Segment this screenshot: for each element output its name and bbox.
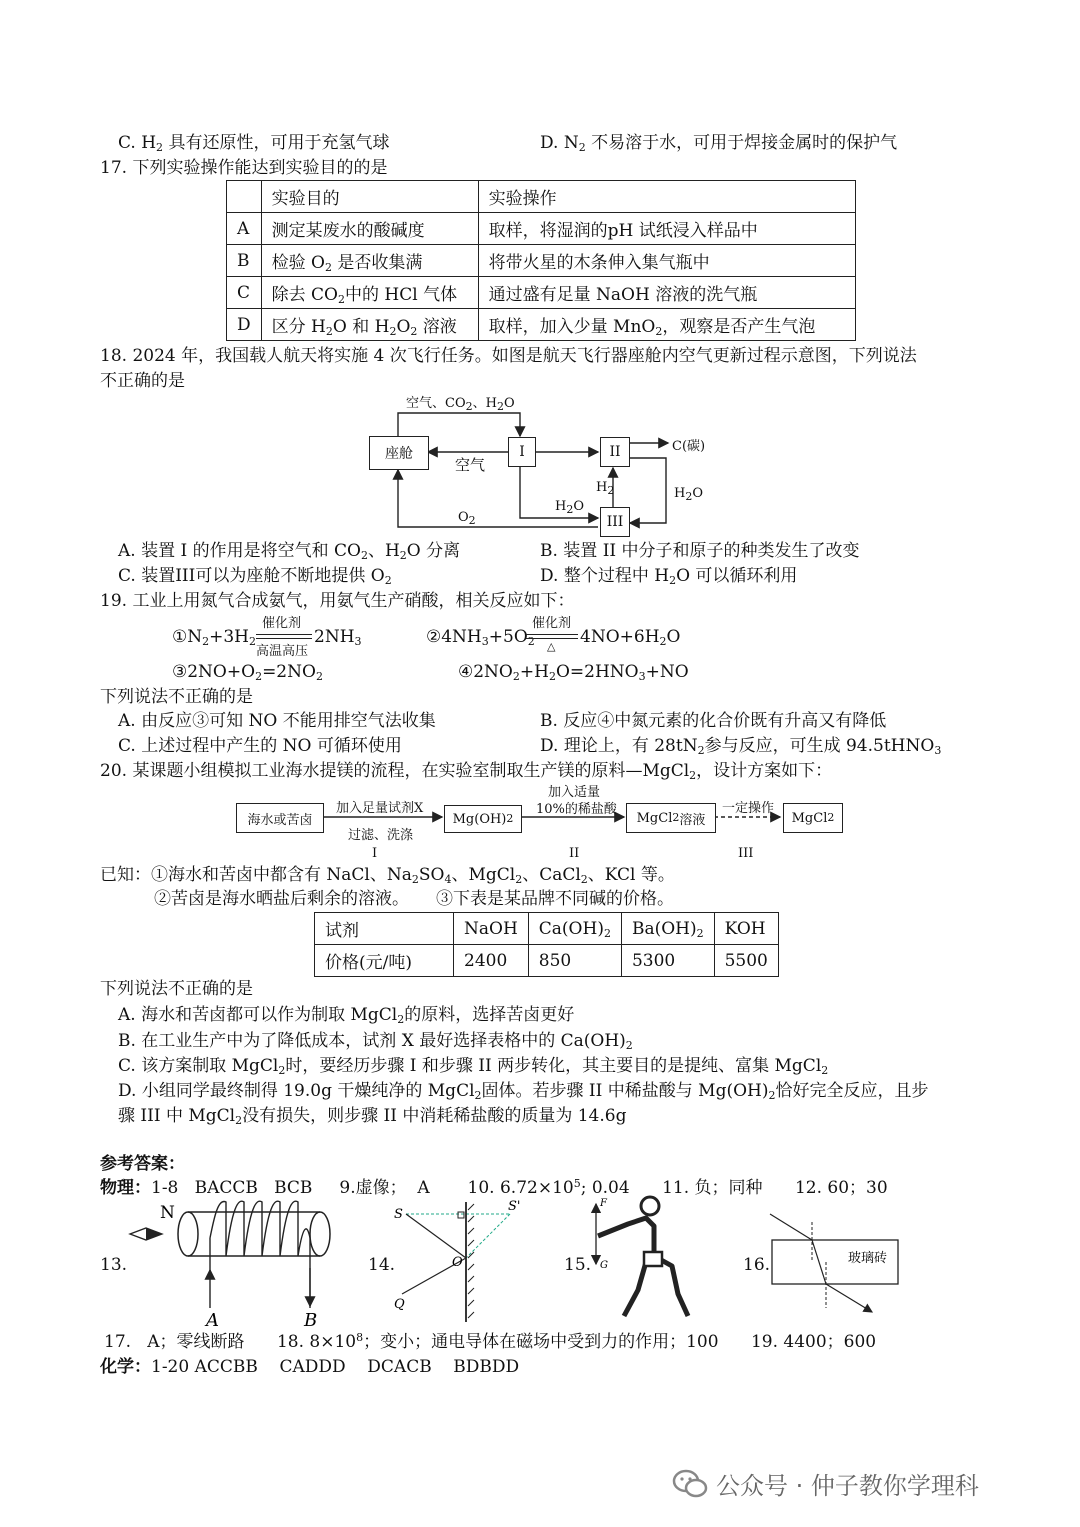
- box-mgcl2: MgCl 2: [783, 803, 843, 833]
- q20-question: 下列说法不正确的是: [100, 979, 253, 999]
- table-row: C 除去 $CO_2$中的 HCl 气体 通过盛有足量 NaOH 溶液的洗气瓶: [227, 277, 856, 309]
- q18-stem-2: 不正确的是: [100, 371, 185, 391]
- q18-option-b: B. 装置 II 中分子和原子的种类发生了改变: [540, 541, 860, 561]
- q18-option-a: A. 装置 I 的作用是将空气和 $CO_2$、$H_2O$ 分离: [118, 541, 461, 562]
- answers-physics-line-2: 17. A；零线断路 18. $8\times 10^8$；变小；通电导体在磁场中受到力的作用；100 19. 4400；600: [104, 1331, 877, 1352]
- answers-physics-line: 物理：1-8 BACCB BCB 9.虚像； A 10. $6.72\times 10^5$; 0.04 11. 负；同种 12. 60；30: [100, 1177, 888, 1198]
- svg-text:S': S': [508, 1199, 521, 1214]
- fig15-person-force: [588, 1194, 698, 1324]
- q20-option-a: A. 海水和苦卤都可以作为制取 MgCl$_2$的原料，选择苦卤更好: [118, 1005, 575, 1026]
- label-o2: $O_2$: [458, 510, 476, 527]
- svg-text:G: G: [600, 1260, 608, 1271]
- reaction-4: $④2NO_2+H_2O=2HNO_3+NO$: [458, 662, 689, 683]
- q16-option-d: D. $N_2$ 不易溶于水，可用于焊接金属时的保护气: [540, 133, 898, 154]
- label-h2o-down: $H_2O$: [555, 499, 585, 516]
- svg-text:B: B: [304, 1310, 318, 1331]
- fig14-mirror-reflection: [392, 1200, 542, 1330]
- header-purpose: 实验目的: [261, 181, 478, 213]
- svg-text:S: S: [394, 1207, 403, 1222]
- device-2-box: II: [600, 437, 630, 467]
- answers-chemistry-line: 化学：1-20 ACCBB CADDD DCACB BDBDD: [100, 1357, 520, 1377]
- q18-option-d: D. 整个过程中 $H_2O$ 可以循环利用: [540, 566, 798, 587]
- price-table: [314, 912, 779, 977]
- cabin-box: 座舱: [369, 436, 429, 470]
- solenoid-right-end: [310, 1212, 330, 1256]
- box-mgoh2: Mg(OH) 2: [444, 805, 522, 833]
- svg-text:O: O: [452, 1255, 463, 1270]
- solenoid-left-end: [178, 1212, 198, 1256]
- q20-option-c: C. 该方案制取 MgCl$_2$时，要经历步骤 I 和步骤 II 两步转化，其主要目的是提纯、富集 MgCl$_2$: [118, 1056, 829, 1077]
- answer-16-number: 16.: [743, 1255, 771, 1275]
- fig13-solenoid: [128, 1198, 378, 1331]
- q16-option-c: C. $H_2$ 具有还原性，可用于充氢气球: [118, 133, 390, 154]
- q19-question: 下列说法不正确的是: [100, 687, 253, 707]
- answer-13-number: 13.: [100, 1255, 128, 1275]
- table-row: 价格(元/吨) 2400 850 5300 5500: [315, 945, 779, 977]
- fig13-n-label: N: [160, 1203, 175, 1223]
- table-row: 试剂 NaOH $Ca(OH)_2$ $Ba(OH)_2$ KOH: [315, 913, 779, 945]
- table-row: B 检验 $O_2$ 是否收集满 将带火星的木条伸入集气瓶中: [227, 245, 856, 277]
- device-3-box: III: [600, 507, 630, 537]
- table-row: A 测定某废水的酸碱度 取样，将湿润的pH 试纸浸入样品中: [227, 213, 856, 245]
- q18-option-c: C. 装置III可以为座舱不断地提供 $O_2$: [118, 566, 392, 587]
- answer-15-number: 15.: [564, 1255, 592, 1275]
- q19-stem: 19. 工业上用氮气合成氨气，用氨气生产硝酸，相关反应如下：: [100, 591, 575, 611]
- box-mgcl2-solution: MgCl 2 溶液: [626, 803, 716, 833]
- reaction-3: $③2NO+O_2=2NO_2$: [172, 662, 323, 683]
- q20-known-2: ②苦卤是海水晒盐后剩余的溶液。 ③下表是某品牌不同碱的价格。: [154, 889, 675, 909]
- label-carbon: C(碳): [672, 439, 706, 454]
- q20-stem: 20. 某课题小组模拟工业海水提镁的流程，在实验室制取生产镁的原料—MgCl$_2$，设计方案如下：: [100, 761, 833, 782]
- answer-14-number: 14.: [368, 1255, 396, 1275]
- q17-stem: 17. 下列实验操作能达到实验目的的是: [100, 158, 388, 178]
- q19-option-d: D. 理论上，有 $28tN_2$参与反应，可生成 94.5tHNO$_3$: [540, 736, 942, 757]
- label-air: 空气: [455, 456, 486, 474]
- label-h2o-loop: $H_2O$: [674, 486, 704, 503]
- watermark-text: 公众号 · 仲子教你学理科: [716, 1472, 979, 1500]
- shorts: [644, 1252, 662, 1266]
- coil-wire: [210, 1201, 310, 1308]
- device-1-box: I: [508, 437, 536, 467]
- q18-stem-1: 18. 2024 年，我国载人航天将实施 4 次飞行任务。如图是航天飞行器座舱内空气更新过程示意图，下列说法: [100, 346, 917, 366]
- label-h2: $H_2$: [596, 480, 615, 497]
- mirror-hatching: [468, 1204, 474, 1318]
- svg-text:A: A: [206, 1310, 219, 1331]
- answers-title: 参考答案：: [100, 1154, 185, 1174]
- fig16-glass-refraction: [768, 1212, 908, 1322]
- q20-option-d-line2: 骤 III 中 MgCl$_2$没有损失，则步骤 II 中消耗稀盐酸的质量为 14.6g: [118, 1106, 627, 1127]
- q19-option-c: C. 上述过程中产生的 NO 可循环使用: [118, 736, 402, 756]
- watermark: [672, 1466, 979, 1501]
- box-seawater: 海水或苦卤: [236, 803, 324, 833]
- q19-option-a: A. 由反应③可知 NO 不能用排空气法收集: [118, 711, 436, 731]
- q19-option-b: B. 反应④中氮元素的化合价既有升高又有降低: [540, 711, 887, 731]
- header-operation: 实验操作: [478, 181, 855, 213]
- head: [641, 1197, 659, 1215]
- svg-text:玻璃砖: 玻璃砖: [848, 1251, 888, 1266]
- q20-option-b: B. 在工业生产中为了降低成本，试剂 X 最好选择表格中的 $Ca(OH)_2$: [118, 1031, 633, 1052]
- svg-text:F: F: [600, 1198, 607, 1209]
- table-row: D 区分 $H_2O$ 和 $H_2O_2$ 溶液 取样，加入少量 MnO$_2$，观察是否产生气泡: [227, 309, 856, 341]
- q20-known-1: 已知：①海水和苦卤中都含有 NaCl、$Na_2SO_4$、MgCl$_2$、CaCl$_2$、KCl 等。: [100, 865, 675, 886]
- compass-needle-fill: [146, 1228, 162, 1240]
- wechat-icon: [672, 1469, 708, 1499]
- svg-text:Q: Q: [394, 1297, 405, 1312]
- q20-option-d-line1: D. 小组同学最终制得 19.0g 干燥纯净的 MgCl$_2$固体。若步骤 II 中稀盐酸与 $Mg(OH)_2$恰好完全反应，且步: [118, 1081, 929, 1102]
- label-air-co2-h2o: 空气、$CO_2$、$H_2O$: [406, 396, 515, 413]
